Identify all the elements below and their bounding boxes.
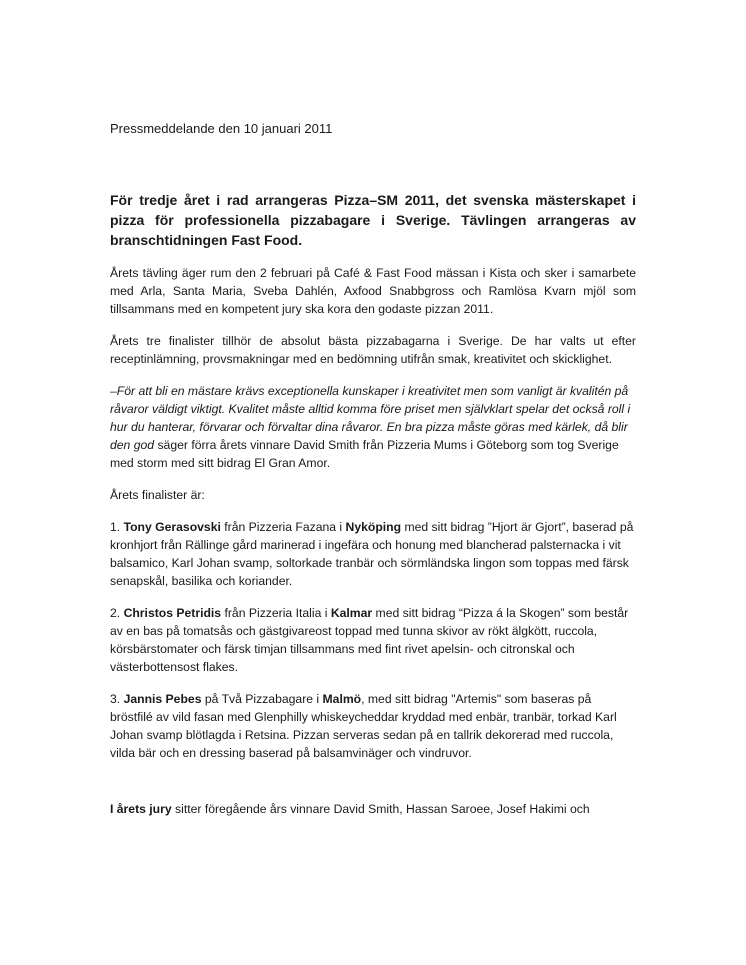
finalist-name: Jannis Pebes [123, 692, 202, 706]
finalist-name: Christos Petridis [123, 606, 222, 620]
finalist-description: , med sitt bidrag "Artemis" som baseras på bröstfilé av vild fasan med Glenphilly whiskeycheddar kryddad med enbär, tranbär, torkad Karl Johan svamp blötlagda i Retsina. Pizzan serveras sedan på en tallrik dekorerad med ruccola, vilda bär och en dressing baserad på balsamvinäger och vindruvor. [110, 692, 617, 760]
finalist-item-2 [110, 604, 636, 676]
finalist-city: Malmö [322, 692, 362, 706]
finalist-city: Kalmar [330, 606, 373, 620]
paragraph-jury [110, 800, 636, 818]
finalist-item-3 [110, 690, 636, 762]
finalist-number: 2. [110, 606, 124, 620]
jury-text: sitter föregående års vinnare David Smith, Hassan Saroee, Josef Hakimi och [171, 802, 590, 816]
finalist-name: Tony Gerasovski [123, 520, 221, 534]
finalist-description: med sitt bidrag ”Hjort är Gjort”, baserad på kronhjort från Rällinge gård marinerad i ingefära och honung med blancherad palsternacka i vit balsamico, Karl Johan svamp, soltorkade tranbär och sörmländska lingon som toppas med färsk senapskål, basilika och koriander. [110, 520, 634, 588]
quote-text: –För att bli en mästare krävs exceptionella kunskaper i kreativitet men som vanligt är kvalitén på råvaror väldigt viktigt. Kvalitet måste alltid komma före priset men självklart spelar det också roll i hur du hanterar, förvarar och förvaltar dina råvaror. En bra pizza måste göras med kärlek, då blir den god [110, 384, 631, 452]
finalist-description: med sitt bidrag “Pizza á la Skogen” som består av en bas på tomatsås och gästgivareost toppad med tunna skivor av rökt älgkött, ruccola, körsbärstomater och färsk timjan tillsammans med fint rivet apelsin- och citronskal och västerbottensost flakes. [110, 606, 629, 674]
finalist-number: 3. [110, 692, 124, 706]
document-page [110, 0, 636, 965]
jury-lead: I årets jury [110, 802, 172, 816]
quote-attribution: säger förra årets vinnare David Smith från Pizzeria Mums i Göteborg som tog Sverige med storm med sitt bidrag El Gran Amor. [110, 438, 619, 470]
headline: För tredje året i rad arrangeras Pizza–SM 2011, det svenska mästerskapet i pizza för professionella pizzabagare i Sverige. Tävlingen arrangeras av branschtidningen Fast Food. [110, 192, 636, 248]
press-release-dateline: Pressmeddelande den 10 januari 2011 [110, 121, 333, 136]
paragraph-winner-quote [110, 382, 636, 472]
finalist-text: från Pizzeria Fazana i [220, 520, 346, 534]
finalist-text: från Pizzeria Italia i [221, 606, 331, 620]
finalist-item-1 [110, 518, 636, 590]
finalist-number: 1. [110, 520, 124, 534]
finalist-text: på Två Pizzabagare i [201, 692, 323, 706]
paragraph-event-info: Årets tävling äger rum den 2 februari på Café & Fast Food mässan i Kista och sker i samarbete med Arla, Santa Maria, Sveba Dahlén, Axfood Snabbgross och Ramlösa Kvarn mjöl som tillsammans med en kompetent jury ska kora den godaste pizzan 2011. [110, 266, 636, 316]
paragraph-finalists-intro: Årets finalister är: [110, 488, 205, 502]
finalist-city: Nyköping [345, 520, 402, 534]
paragraph-finalists-selection: Årets tre finalister tillhör de absolut bästa pizzabagarna i Sverige. De har valts ut efter receptinlämning, provsmakningar med en bedömning utifrån smak, kreativitet och skicklighet. [110, 334, 636, 366]
document-body [110, 264, 636, 832]
